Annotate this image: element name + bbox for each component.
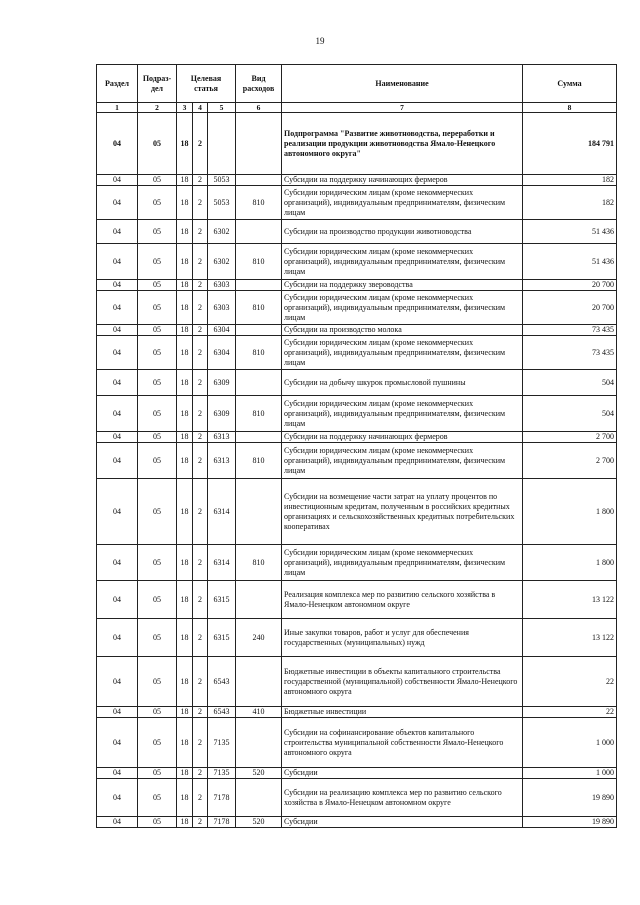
table-row (97, 325, 617, 336)
cell-target-code: 6314 (208, 545, 236, 581)
cell-section: 04 (97, 657, 138, 707)
cell-target-subprogram: 2 (193, 779, 208, 817)
column-number: 6 (236, 103, 282, 113)
cell-expense-type (236, 370, 282, 396)
table-row (97, 768, 617, 779)
table-row (97, 370, 617, 396)
cell-section: 04 (97, 325, 138, 336)
cell-name: Субсидии на поддержку начинающих фермеров (282, 175, 523, 186)
cell-sum: 182 (523, 175, 617, 186)
cell-section: 04 (97, 175, 138, 186)
cell-target-code: 6309 (208, 396, 236, 432)
cell-subsection: 05 (138, 291, 177, 325)
cell-sum: 1 000 (523, 718, 617, 768)
cell-target-code: 7178 (208, 817, 236, 828)
table-row (97, 291, 617, 325)
cell-target-program: 18 (177, 244, 193, 280)
cell-subsection: 05 (138, 479, 177, 545)
cell-expense-type (236, 581, 282, 619)
header-section: Раздел (97, 65, 138, 103)
cell-subsection: 05 (138, 220, 177, 244)
cell-subsection: 05 (138, 657, 177, 707)
cell-sum: 22 (523, 657, 617, 707)
cell-target-code: 7178 (208, 779, 236, 817)
page-number: 19 (315, 36, 325, 46)
cell-subsection: 05 (138, 186, 177, 220)
header-target-article: Целевая статья (177, 65, 236, 103)
cell-name: Субсидии юридическим лицам (кроме некоммерческих организаций), индивидуальным предпринимателям, физическим лицам (282, 336, 523, 370)
cell-target-program: 18 (177, 619, 193, 657)
cell-sum: 182 (523, 186, 617, 220)
table-row (97, 817, 617, 828)
cell-subsection: 05 (138, 280, 177, 291)
cell-section: 04 (97, 220, 138, 244)
table-row (97, 707, 617, 718)
table-row (97, 581, 617, 619)
cell-name: Субсидии (282, 768, 523, 779)
cell-subsection: 05 (138, 817, 177, 828)
cell-section: 04 (97, 396, 138, 432)
budget-table (96, 64, 617, 828)
cell-sum: 2 700 (523, 432, 617, 443)
cell-target-code: 6302 (208, 220, 236, 244)
cell-section: 04 (97, 479, 138, 545)
cell-sum: 1 800 (523, 545, 617, 581)
column-number: 7 (282, 103, 523, 113)
cell-target-code: 6302 (208, 244, 236, 280)
cell-subsection: 05 (138, 336, 177, 370)
cell-expense-type (236, 432, 282, 443)
cell-target-subprogram: 2 (193, 175, 208, 186)
cell-subsection: 05 (138, 707, 177, 718)
table-row (97, 718, 617, 768)
cell-target-program: 18 (177, 280, 193, 291)
column-number-row (97, 103, 617, 113)
cell-target-program: 18 (177, 443, 193, 479)
cell-name: Иные закупки товаров, работ и услуг для обеспечения государственных (муниципальных) нужд (282, 619, 523, 657)
cell-subsection: 05 (138, 113, 177, 175)
cell-section: 04 (97, 244, 138, 280)
cell-target-program: 18 (177, 175, 193, 186)
cell-target-program: 18 (177, 396, 193, 432)
cell-name: Субсидии юридическим лицам (кроме некоммерческих организаций), индивидуальным предпринимателям, физическим лицам (282, 291, 523, 325)
cell-section: 04 (97, 186, 138, 220)
cell-expense-type: 810 (236, 244, 282, 280)
cell-expense-type: 810 (236, 545, 282, 581)
column-number: 8 (523, 103, 617, 113)
cell-name: Субсидии юридическим лицам (кроме некоммерческих организаций), индивидуальным предпринимателям, физическим лицам (282, 396, 523, 432)
cell-target-program: 18 (177, 707, 193, 718)
cell-target-code: 7135 (208, 768, 236, 779)
table-row (97, 336, 617, 370)
cell-expense-type (236, 280, 282, 291)
cell-target-program: 18 (177, 113, 193, 175)
cell-target-subprogram: 2 (193, 768, 208, 779)
cell-target-program: 18 (177, 545, 193, 581)
cell-target-program: 18 (177, 479, 193, 545)
cell-sum: 20 700 (523, 291, 617, 325)
table-row (97, 113, 617, 175)
cell-name: Субсидии юридическим лицам (кроме некоммерческих организаций), индивидуальным предпринимателям, физическим лицам (282, 545, 523, 581)
cell-name: Субсидии на софинансирование объектов капитального строительства муниципальной собственности Ямало-Ненецкого автономного округа (282, 718, 523, 768)
cell-target-subprogram: 2 (193, 718, 208, 768)
cell-section: 04 (97, 336, 138, 370)
cell-sum: 19 890 (523, 779, 617, 817)
cell-name: Субсидии на реализацию комплекса мер по развитию сельского хозяйства в Ямало-Ненецком автономном округе (282, 779, 523, 817)
cell-name: Субсидии на поддержку звероводства (282, 280, 523, 291)
cell-sum: 13 122 (523, 581, 617, 619)
cell-target-subprogram: 2 (193, 336, 208, 370)
cell-target-code: 5053 (208, 175, 236, 186)
cell-sum: 184 791 (523, 113, 617, 175)
cell-sum: 51 436 (523, 244, 617, 280)
table-header (97, 65, 617, 113)
header-sum: Сумма (523, 65, 617, 103)
cell-target-program: 18 (177, 325, 193, 336)
cell-section: 04 (97, 707, 138, 718)
cell-expense-type (236, 325, 282, 336)
cell-name: Бюджетные инвестиции в объекты капитального строительства государственной (муниципальной) собственности Ямало-Ненецкого автономного округа (282, 657, 523, 707)
cell-expense-type (236, 657, 282, 707)
cell-section: 04 (97, 291, 138, 325)
table-row (97, 186, 617, 220)
cell-target-program: 18 (177, 186, 193, 220)
cell-target-code: 6303 (208, 291, 236, 325)
cell-target-subprogram: 2 (193, 432, 208, 443)
cell-expense-type: 240 (236, 619, 282, 657)
cell-expense-type: 520 (236, 768, 282, 779)
table-row (97, 280, 617, 291)
cell-target-program: 18 (177, 220, 193, 244)
column-number: 5 (208, 103, 236, 113)
table-row (97, 175, 617, 186)
table-row (97, 443, 617, 479)
cell-target-program: 18 (177, 581, 193, 619)
cell-target-subprogram: 2 (193, 581, 208, 619)
cell-subsection: 05 (138, 244, 177, 280)
table-row (97, 545, 617, 581)
cell-target-program: 18 (177, 432, 193, 443)
cell-target-subprogram: 2 (193, 545, 208, 581)
cell-target-program: 18 (177, 657, 193, 707)
cell-subsection: 05 (138, 443, 177, 479)
cell-subsection: 05 (138, 768, 177, 779)
cell-subsection: 05 (138, 545, 177, 581)
cell-sum: 1 800 (523, 479, 617, 545)
cell-target-subprogram: 2 (193, 619, 208, 657)
cell-subsection: 05 (138, 581, 177, 619)
cell-subsection: 05 (138, 175, 177, 186)
cell-section: 04 (97, 280, 138, 291)
table-row (97, 657, 617, 707)
cell-subsection: 05 (138, 779, 177, 817)
column-number: 3 (177, 103, 193, 113)
cell-subsection: 05 (138, 396, 177, 432)
cell-expense-type (236, 479, 282, 545)
cell-target-code: 6543 (208, 657, 236, 707)
column-number: 4 (193, 103, 208, 113)
cell-name: Субсидии (282, 817, 523, 828)
cell-name: Бюджетные инвестиции (282, 707, 523, 718)
cell-name: Субсидии юридическим лицам (кроме некоммерческих организаций), индивидуальным предпринимателям, физическим лицам (282, 443, 523, 479)
cell-target-program: 18 (177, 370, 193, 396)
cell-target-program: 18 (177, 779, 193, 817)
cell-section: 04 (97, 432, 138, 443)
cell-name: Подпрограмма "Развитие животноводства, переработки и реализации продукции животноводства Ямало-Ненецкого автономного округа" (282, 113, 523, 175)
cell-section: 04 (97, 370, 138, 396)
table-row (97, 779, 617, 817)
cell-sum: 22 (523, 707, 617, 718)
cell-target-code: 6543 (208, 707, 236, 718)
table-body (97, 113, 617, 828)
cell-target-subprogram: 2 (193, 657, 208, 707)
cell-name: Субсидии юридическим лицам (кроме некоммерческих организаций), индивидуальным предпринимателям, физическим лицам (282, 244, 523, 280)
cell-sum: 73 435 (523, 336, 617, 370)
cell-expense-type (236, 718, 282, 768)
cell-target-subprogram: 2 (193, 291, 208, 325)
cell-expense-type (236, 220, 282, 244)
header-subsection: Подраз- дел (138, 65, 177, 103)
cell-target-subprogram: 2 (193, 396, 208, 432)
cell-subsection: 05 (138, 718, 177, 768)
cell-expense-type (236, 113, 282, 175)
cell-subsection: 05 (138, 370, 177, 396)
cell-target-code: 6315 (208, 619, 236, 657)
cell-target-subprogram: 2 (193, 817, 208, 828)
cell-target-subprogram: 2 (193, 443, 208, 479)
cell-target-code (208, 113, 236, 175)
cell-target-program: 18 (177, 336, 193, 370)
cell-expense-type (236, 175, 282, 186)
header-expense-type: Вид расходов (236, 65, 282, 103)
cell-target-subprogram: 2 (193, 113, 208, 175)
cell-expense-type: 520 (236, 817, 282, 828)
cell-sum: 19 890 (523, 817, 617, 828)
cell-target-subprogram: 2 (193, 280, 208, 291)
cell-target-program: 18 (177, 718, 193, 768)
table-row (97, 619, 617, 657)
cell-subsection: 05 (138, 619, 177, 657)
cell-target-code: 6314 (208, 479, 236, 545)
header-name: Наименование (282, 65, 523, 103)
cell-target-code: 6315 (208, 581, 236, 619)
cell-target-code: 6304 (208, 325, 236, 336)
cell-sum: 51 436 (523, 220, 617, 244)
cell-target-subprogram: 2 (193, 220, 208, 244)
cell-expense-type: 810 (236, 291, 282, 325)
table-row (97, 479, 617, 545)
cell-section: 04 (97, 619, 138, 657)
cell-section: 04 (97, 779, 138, 817)
cell-section: 04 (97, 113, 138, 175)
cell-target-subprogram: 2 (193, 244, 208, 280)
cell-target-code: 6304 (208, 336, 236, 370)
cell-target-code: 6309 (208, 370, 236, 396)
cell-target-code: 5053 (208, 186, 236, 220)
cell-target-subprogram: 2 (193, 479, 208, 545)
cell-name: Субсидии на возмещение части затрат на уплату процентов по инвестиционным кредитам, полученным в российских кредитных организациях и сельскохозяйственных кредитных потребительских кооперативах (282, 479, 523, 545)
column-number: 1 (97, 103, 138, 113)
cell-sum: 504 (523, 370, 617, 396)
cell-sum: 73 435 (523, 325, 617, 336)
cell-expense-type: 810 (236, 336, 282, 370)
cell-expense-type: 410 (236, 707, 282, 718)
table-row (97, 244, 617, 280)
cell-section: 04 (97, 718, 138, 768)
cell-target-code: 6313 (208, 443, 236, 479)
cell-target-code: 7135 (208, 718, 236, 768)
cell-sum: 504 (523, 396, 617, 432)
cell-target-subprogram: 2 (193, 370, 208, 396)
cell-section: 04 (97, 768, 138, 779)
cell-subsection: 05 (138, 432, 177, 443)
cell-name: Субсидии юридическим лицам (кроме некоммерческих организаций), индивидуальным предпринимателям, физическим лицам (282, 186, 523, 220)
cell-target-program: 18 (177, 768, 193, 779)
cell-name: Реализация комплекса мер по развитию сельского хозяйства в Ямало-Ненецком автономном округе (282, 581, 523, 619)
cell-section: 04 (97, 443, 138, 479)
cell-sum: 20 700 (523, 280, 617, 291)
cell-target-subprogram: 2 (193, 325, 208, 336)
cell-target-subprogram: 2 (193, 186, 208, 220)
cell-expense-type: 810 (236, 443, 282, 479)
cell-expense-type: 810 (236, 396, 282, 432)
cell-target-program: 18 (177, 817, 193, 828)
cell-section: 04 (97, 545, 138, 581)
cell-sum: 2 700 (523, 443, 617, 479)
cell-target-code: 6303 (208, 280, 236, 291)
cell-section: 04 (97, 581, 138, 619)
cell-sum: 13 122 (523, 619, 617, 657)
cell-name: Субсидии на производство молока (282, 325, 523, 336)
cell-name: Субсидии на добычу шкурок промысловой пушнины (282, 370, 523, 396)
table-row (97, 432, 617, 443)
cell-target-subprogram: 2 (193, 707, 208, 718)
cell-subsection: 05 (138, 325, 177, 336)
column-number: 2 (138, 103, 177, 113)
table-row (97, 220, 617, 244)
table-row (97, 396, 617, 432)
cell-target-code: 6313 (208, 432, 236, 443)
cell-name: Субсидии на поддержку начинающих фермеров (282, 432, 523, 443)
cell-section: 04 (97, 817, 138, 828)
cell-expense-type: 810 (236, 186, 282, 220)
cell-sum: 1 000 (523, 768, 617, 779)
cell-target-program: 18 (177, 291, 193, 325)
cell-name: Субсидии на производство продукции животноводства (282, 220, 523, 244)
cell-expense-type (236, 779, 282, 817)
